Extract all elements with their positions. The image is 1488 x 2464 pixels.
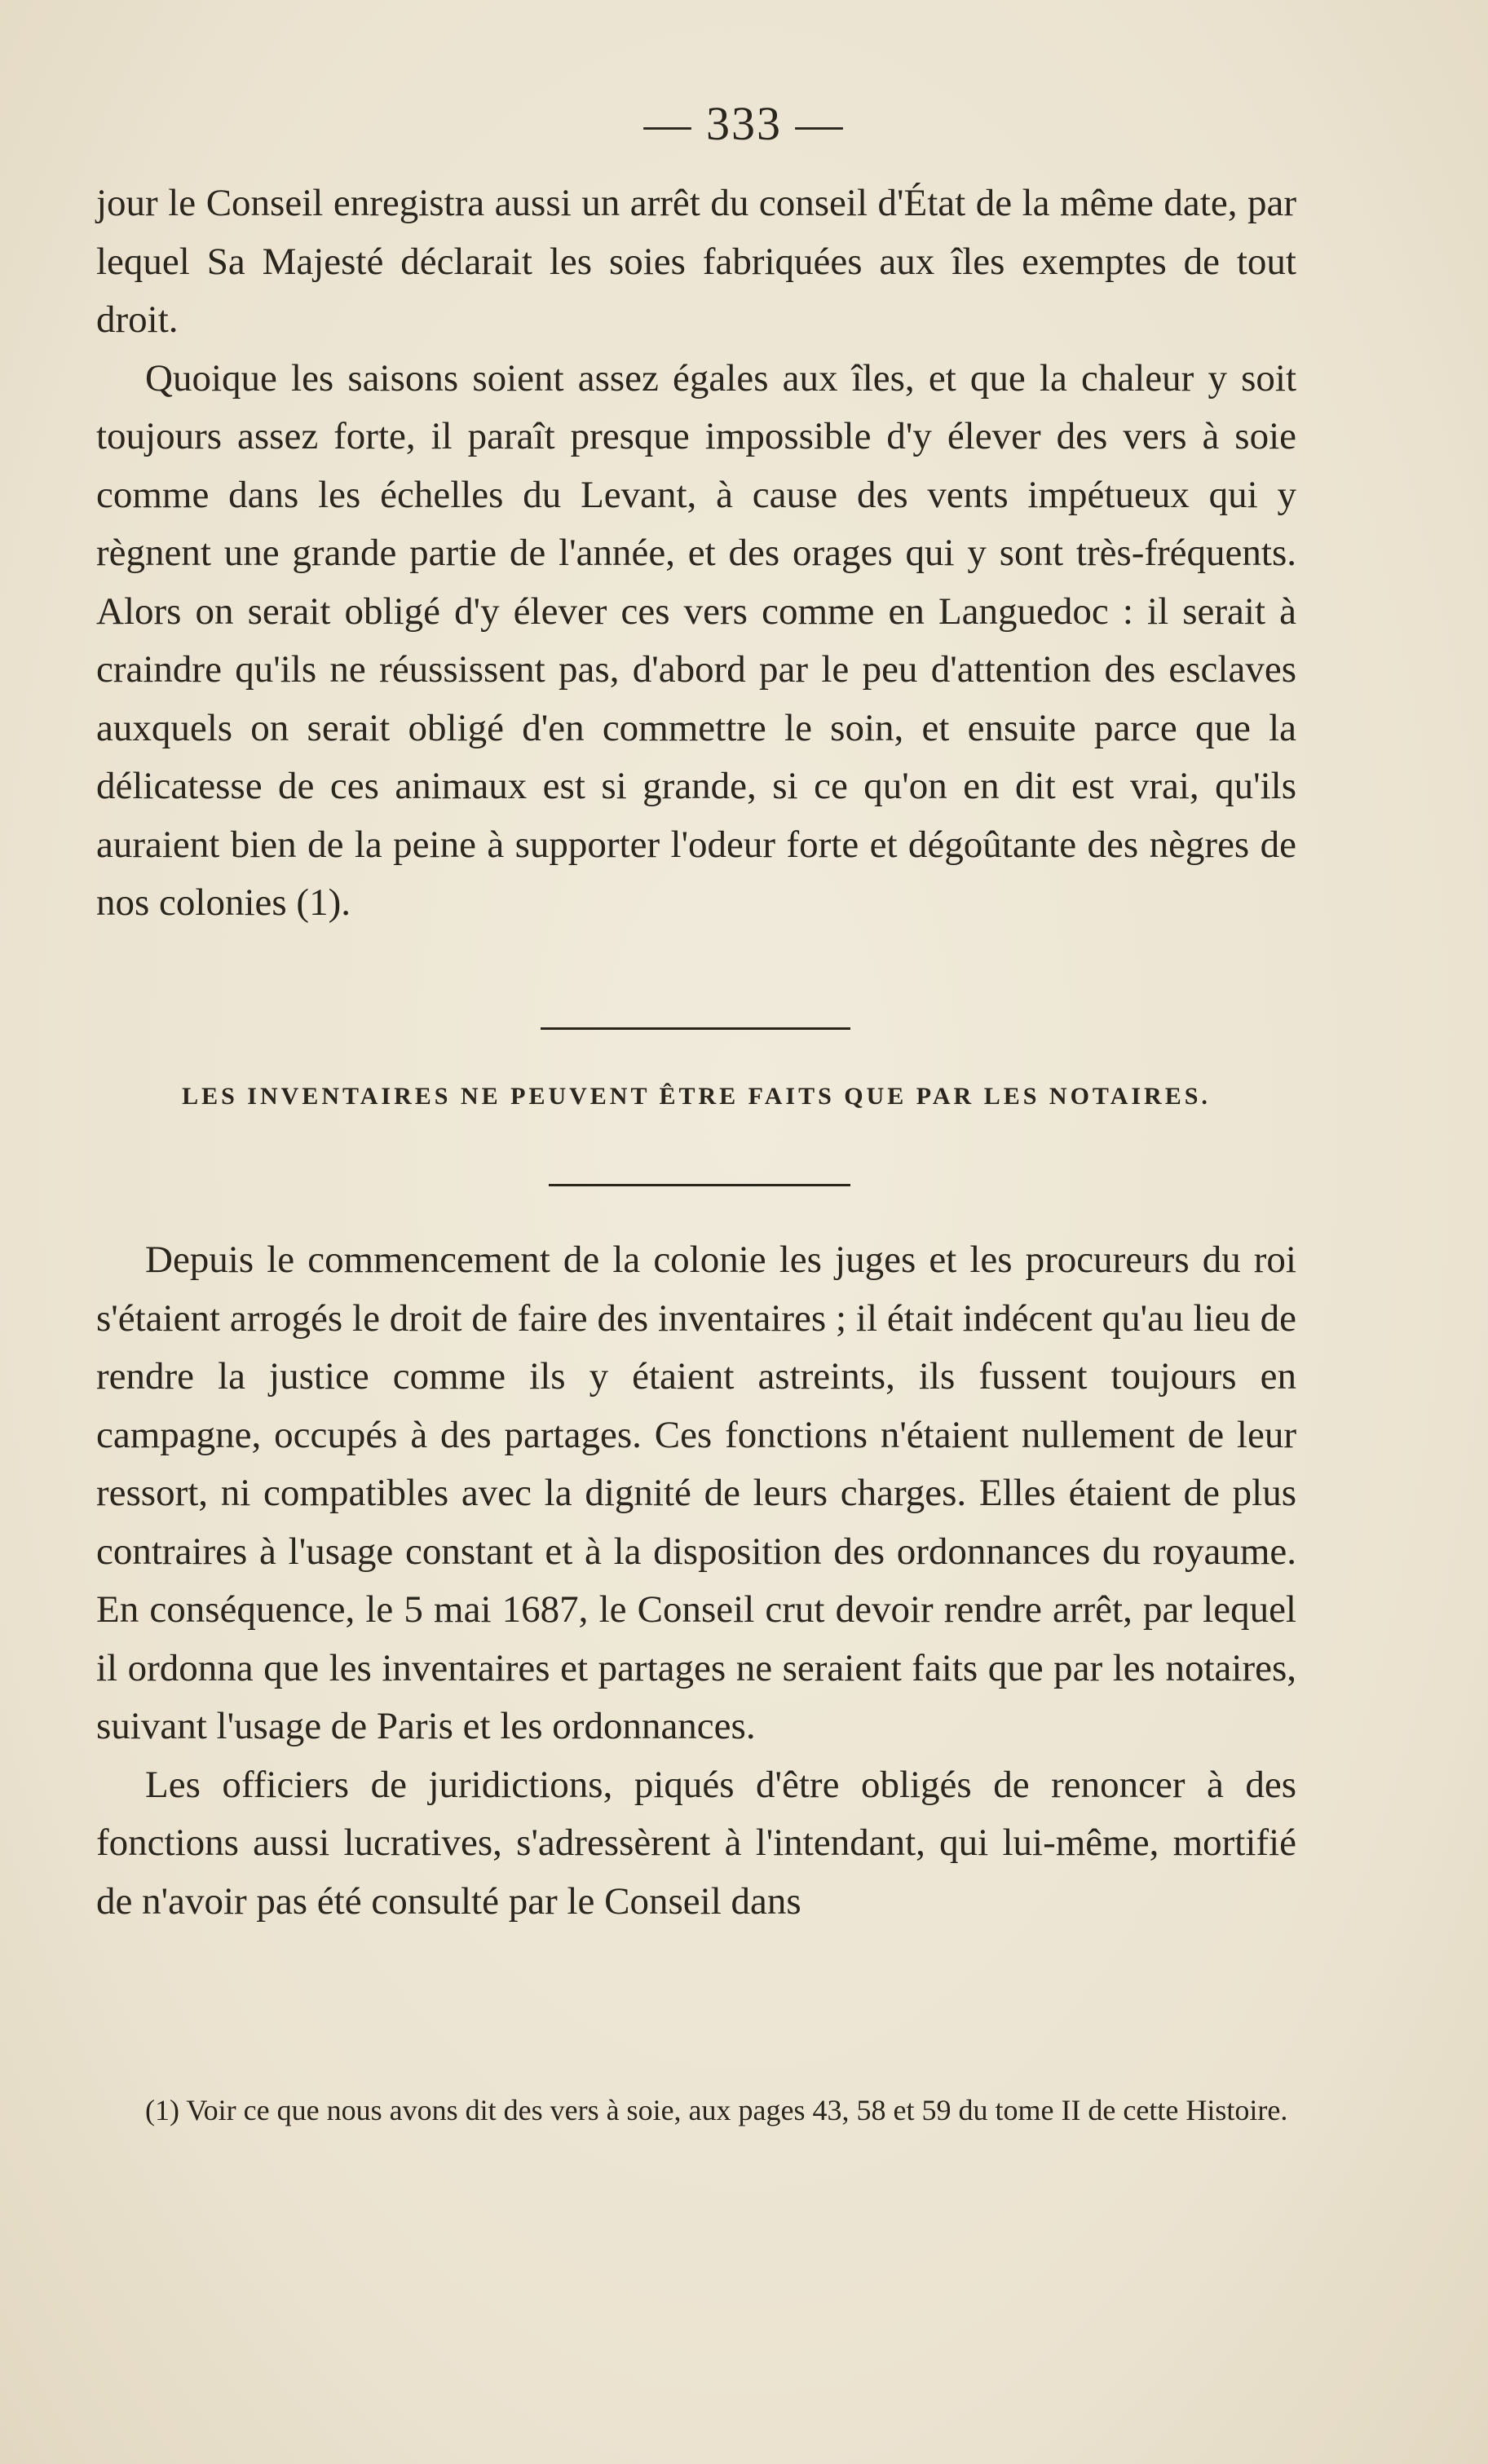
footnote-text: (1) Voir ce que nous avons dit des vers à soie, aux pages 43, 58 et 59 du tome II de cette Histoire. [145,2094,1288,2126]
text-block-top [96,174,1296,933]
footnote [96,2087,1296,2133]
section-heading: LES INVENTAIRES NE PEUVENT ÊTRE FAITS QUE PAR LES NOTAIRES. [182,1083,1211,1110]
paragraph: jour le Conseil enregistra aussi un arrêt du conseil d'État de la même date, par lequel Sa Majesté déclarait les soies fabriquées aux îles exemptes de tout droit. [96,182,1296,341]
divider-rule [541,1027,850,1030]
divider-rule [549,1184,850,1186]
paragraph: Quoique les saisons soient assez égales aux îles, et que la chaleur y soit toujours assez forte, il paraît presque impossible d'y élever des vers à soie comme dans les échelles du Levant, à cause des vents impétueux qui y règnent une grande partie de l'année, et des orages qui y sont très-fréquents. Alors on serait obligé d'y élever ces vers comme en Languedoc : il serait à craindre qu'ils ne réussissent pas, d'abord par le peu d'attention des esclaves auxquels on serait obligé d'en commettre le soin, et ensuite parce que la délicatesse de ces animaux est si grande, si ce qu'on en dit est vrai, qu'ils auraient bien de la peine à supporter l'odeur forte et dégoûtante des nègres de nos colonies (1). [96,356,1296,924]
paragraph: Les officiers de juridictions, piqués d'être obligés de renoncer à des fonctions aussi lucratives, s'adressèrent à l'intendant, qui lui-même, mortifié de n'avoir pas été consulté par le Conseil dans [96,1763,1296,1923]
page-number: — 333 — [643,97,845,150]
paragraph: Depuis le commencement de la colonie les juges et les procureurs du roi s'étaient arrogés le droit de faire des inventaires ; il était indécent qu'au lieu de rendre la justice comme ils y étaient astreints, ils fussent toujours en campagne, occupés à des partages. Ces fonctions n'étaient nullement de leur ressort, ni compatibles avec la dignité de leurs charges. Elles étaient de plus contraires à l'usage constant et à la disposition des ordonnances du royaume. En conséquence, le 5 mai 1687, le Conseil crut devoir rendre arrêt, par lequel il ordonna que les inventaires et partages ne seraient faits que par les notaires, suivant l'usage de Paris et les ordonnances. [96,1239,1296,1747]
text-block-bottom [96,1231,1296,1931]
